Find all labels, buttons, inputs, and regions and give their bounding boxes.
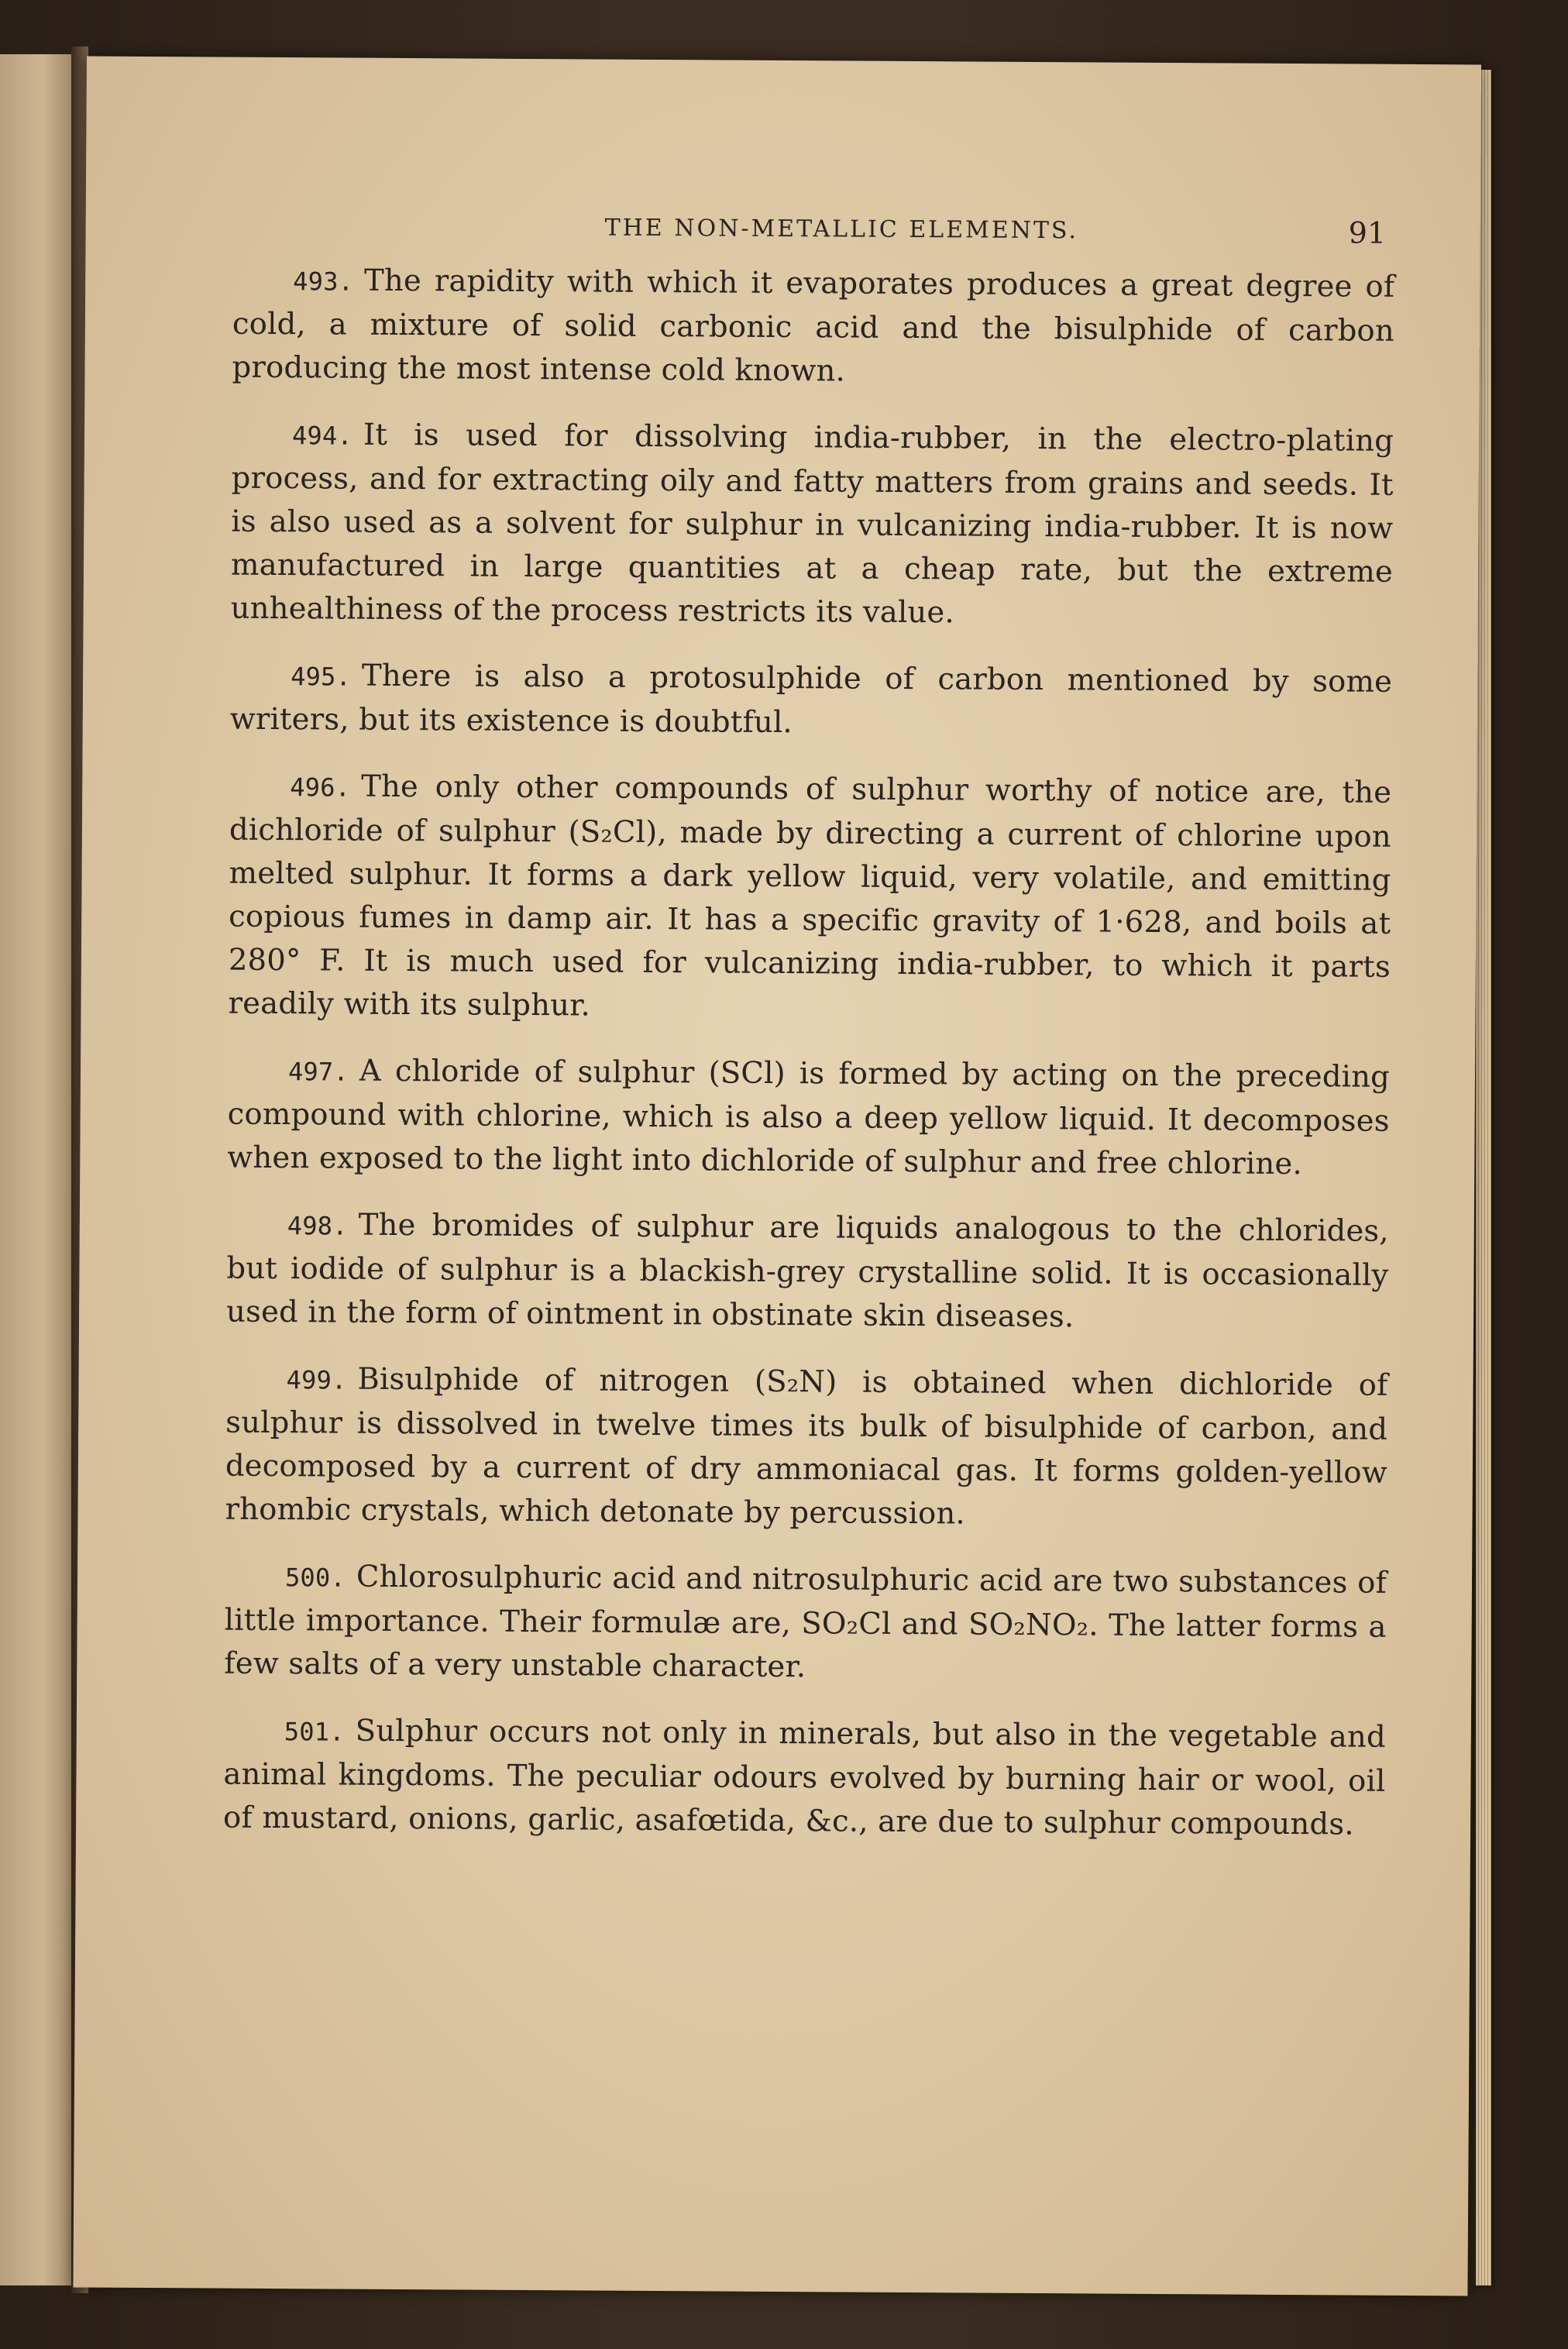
paragraph-number: 497. [287, 1057, 349, 1087]
paragraph-499 [225, 1357, 1387, 1539]
paragraph-501 [223, 1709, 1386, 1847]
paragraph-number: 500. [284, 1563, 346, 1593]
paragraph-text: Sulphur occurs not only in minerals, but also in the vegetable and animal kingdoms. The peculiar odours evolved by burning hair or wool, oil of mustard, onions, garlic, asafœtida, &c., are due to sulphur compounds. [222, 1713, 1386, 1842]
paragraph-497 [227, 1049, 1390, 1187]
paragraph-text: The bromides of sulphur are liquids analogous to the chlorides, but iodide of sulphur is a blackish-grey crystalline solid. It is occasionally used in the form of ointment in obstinate skin diseases. [225, 1207, 1389, 1335]
page-content [223, 212, 1395, 1870]
paragraph-494 [230, 413, 1394, 638]
page-number: 91 [1348, 215, 1387, 250]
paragraph-text: It is used for dissolving india-rubber, in the electro-plating process, and for extracting oily and fatty matters from grains and seeds. It is also used as a solvent for sulphur in vulcanizing india-rubber. It is now manufactured in large quantities at a cheap rate, but the extreme unhealthiness of the process restricts its value. [230, 417, 1394, 631]
paragraph-number: 494. [291, 421, 353, 451]
running-head [232, 212, 1394, 266]
paragraph-text: A chloride of sulphur (SCl) is formed by acting on the preceding compound with chlorine, which is also a deep yellow liquid. It decomposes when exposed to the light into dichloride of sulphur and free chlorine. [227, 1053, 1391, 1182]
paragraph-number: 493. [293, 267, 354, 297]
paragraph-498 [226, 1203, 1389, 1341]
paragraph-493 [232, 259, 1394, 397]
paragraph-number: 498. [287, 1211, 348, 1241]
paragraph-number: 501. [284, 1717, 345, 1747]
paragraph-text: Bisulphide of nitrogen (S₂N) is obtained when dichloride of sulphur is dissolved in twelve times its bulk of bisulphide of carbon, and decomposed by a current of dry ammoniacal gas. It forms golden-yellow rhombic crystals, which detonate by percussion. [225, 1361, 1388, 1532]
book-page [73, 57, 1481, 2296]
paragraph-495 [230, 654, 1393, 748]
paragraph-text: Chlorosulphuric acid and nitrosulphuric acid are two substances of little importance. Their formulæ are, SO₂Cl and SO₂NO₂. The latter forms a few salts of a very unstable character. [224, 1559, 1387, 1685]
paragraph-number: 496. [290, 772, 351, 803]
paragraph-number: 499. [286, 1365, 347, 1395]
previous-page-edge [0, 54, 74, 2285]
paragraph-text: The only other compounds of sulphur worthy of notice are, the dichloride of sulphur (S₂Cl), made by directing a current of chlorine upon melted sulphur. It forms a dark yellow liquid, very volatile, and emitting copious fumes in damp air. It has a specific gravity of 1·628, and boils at 280° F. It is much used for vulcanizing india-rubber, to which it parts readily with its sulphur. [228, 769, 1392, 1023]
paragraph-500 [224, 1555, 1387, 1693]
paragraph-496 [228, 765, 1391, 1033]
paragraph-number: 495. [291, 662, 352, 692]
running-title: THE NON-METALLIC ELEMENTS. [604, 214, 1079, 245]
paragraph-text: There is also a protosulphide of carbon mentioned by some writers, but its existence is doubtful. [229, 658, 1393, 741]
paragraph-text: The rapidity with which it evaporates produces a great degree of cold, a mixture of solid carbonic acid and the bisulphide of carbon producing the most intense cold known. [232, 263, 1395, 389]
